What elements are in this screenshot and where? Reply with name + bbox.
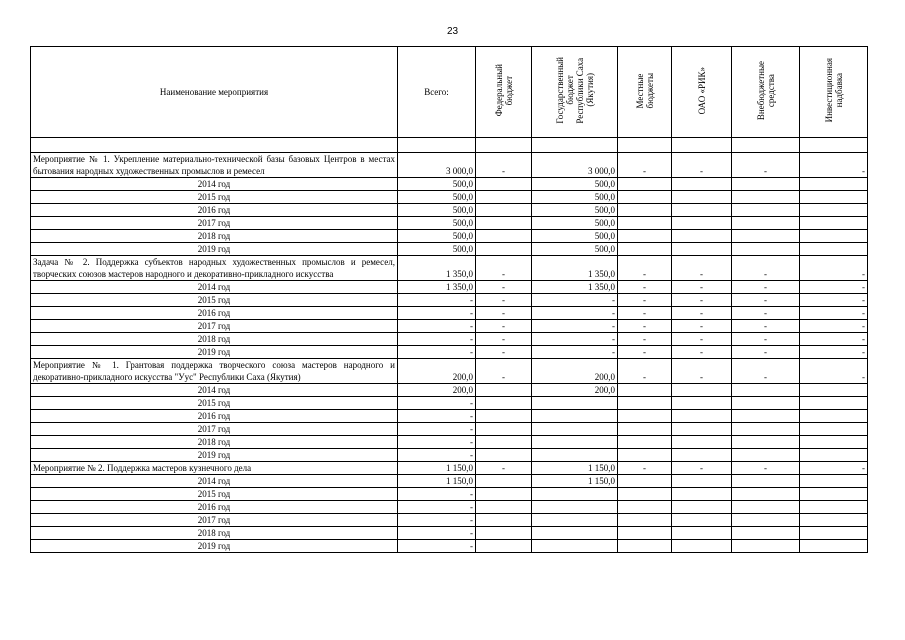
year-local-value: [618, 540, 672, 553]
year-federal-value: [476, 230, 532, 243]
year-row: [31, 230, 868, 243]
year-federal-value: [476, 540, 532, 553]
empty-cell: [732, 138, 800, 153]
section-row: [31, 153, 868, 178]
year-local-value: -: [618, 294, 672, 307]
year-label: 2017 год: [31, 320, 398, 333]
empty-cell: [532, 138, 618, 153]
section-local-value: -: [618, 359, 672, 384]
year-state-value: 500,0: [532, 217, 618, 230]
year-total-value: -: [398, 410, 476, 423]
year-total-value: 200,0: [398, 384, 476, 397]
year-federal-value: [476, 178, 532, 191]
section-title: Мероприятие № 1. Укрепление материально-технической базы базовых Центров в местах бытования народных художественных промыслов и ремесел: [31, 153, 398, 178]
year-federal-value: -: [476, 346, 532, 359]
year-extra-value: [732, 191, 800, 204]
year-row: [31, 488, 868, 501]
year-total-value: 500,0: [398, 230, 476, 243]
year-row: [31, 436, 868, 449]
section-row: [31, 359, 868, 384]
year-row: [31, 346, 868, 359]
section-row: [31, 462, 868, 475]
year-state-value: 200,0: [532, 384, 618, 397]
year-label: 2015 год: [31, 191, 398, 204]
year-total-value: -: [398, 307, 476, 320]
year-local-value: -: [618, 346, 672, 359]
empty-cell: [31, 138, 398, 153]
year-total-value: 500,0: [398, 243, 476, 256]
year-invest-value: [800, 488, 868, 501]
empty-cell: [476, 138, 532, 153]
header-investment-surcharge: [800, 47, 868, 138]
year-federal-value: -: [476, 307, 532, 320]
year-extra-value: [732, 436, 800, 449]
year-row: [31, 514, 868, 527]
year-row: [31, 204, 868, 217]
year-label: 2014 год: [31, 384, 398, 397]
year-rik-value: [672, 436, 732, 449]
page-number: 23: [446, 26, 459, 37]
year-label: 2014 год: [31, 178, 398, 191]
year-state-value: [532, 540, 618, 553]
year-rik-value: -: [672, 333, 732, 346]
year-rik-value: [672, 423, 732, 436]
year-total-value: 500,0: [398, 204, 476, 217]
year-extra-value: [732, 217, 800, 230]
year-federal-value: [476, 423, 532, 436]
section-invest-value: -: [800, 359, 868, 384]
year-local-value: [618, 191, 672, 204]
year-local-value: -: [618, 281, 672, 294]
year-local-value: [618, 423, 672, 436]
year-label: 2015 год: [31, 488, 398, 501]
year-total-value: -: [398, 527, 476, 540]
year-rik-value: [672, 488, 732, 501]
header-line: Местные: [634, 73, 645, 108]
year-rik-value: [672, 384, 732, 397]
section-local-value: -: [618, 153, 672, 178]
header-rik: [672, 47, 732, 138]
year-total-value: -: [398, 423, 476, 436]
year-local-value: [618, 501, 672, 514]
year-row: [31, 384, 868, 397]
year-state-value: [532, 527, 618, 540]
section-federal-value: -: [476, 462, 532, 475]
year-total-value: -: [398, 514, 476, 527]
section-title: Мероприятие № 2. Поддержка мастеров кузнечного дела: [31, 462, 398, 475]
year-label: 2015 год: [31, 294, 398, 307]
year-extra-value: [732, 514, 800, 527]
year-label: 2016 год: [31, 410, 398, 423]
spacer-row: [31, 138, 868, 153]
year-federal-value: [476, 514, 532, 527]
year-total-value: -: [398, 449, 476, 462]
year-total-value: -: [398, 436, 476, 449]
year-local-value: [618, 217, 672, 230]
header-line: средства: [765, 74, 776, 108]
year-local-value: [618, 488, 672, 501]
header-line: Федеральный: [493, 64, 504, 117]
year-state-value: 500,0: [532, 230, 618, 243]
section-total-value: 3 000,0: [398, 153, 476, 178]
year-state-value: [532, 423, 618, 436]
section-local-value: -: [618, 256, 672, 281]
year-local-value: [618, 410, 672, 423]
year-state-value: -: [532, 294, 618, 307]
year-total-value: 1 350,0: [398, 281, 476, 294]
year-local-value: [618, 475, 672, 488]
year-extra-value: -: [732, 307, 800, 320]
year-total-value: -: [398, 294, 476, 307]
year-federal-value: -: [476, 294, 532, 307]
year-federal-value: [476, 410, 532, 423]
year-local-value: [618, 397, 672, 410]
budget-table: [30, 46, 868, 553]
year-rik-value: [672, 449, 732, 462]
year-total-value: -: [398, 346, 476, 359]
year-local-value: [618, 514, 672, 527]
year-extra-value: [732, 488, 800, 501]
section-extra-value: -: [732, 256, 800, 281]
year-row: [31, 540, 868, 553]
year-state-value: [532, 488, 618, 501]
section-local-value: -: [618, 462, 672, 475]
year-federal-value: [476, 191, 532, 204]
year-rik-value: [672, 475, 732, 488]
year-local-value: [618, 384, 672, 397]
year-invest-value: [800, 540, 868, 553]
year-local-value: [618, 230, 672, 243]
header-extrabudgetary: [732, 47, 800, 138]
year-total-value: -: [398, 397, 476, 410]
year-total-value: -: [398, 501, 476, 514]
year-state-value: [532, 397, 618, 410]
year-federal-value: [476, 449, 532, 462]
year-extra-value: [732, 397, 800, 410]
year-total-value: -: [398, 320, 476, 333]
year-state-value: 500,0: [532, 178, 618, 191]
year-rik-value: [672, 204, 732, 217]
year-invest-value: [800, 204, 868, 217]
header-line: Внебюджетные: [755, 60, 766, 121]
section-federal-value: -: [476, 153, 532, 178]
year-row: [31, 501, 868, 514]
year-extra-value: [732, 475, 800, 488]
year-federal-value: [476, 436, 532, 449]
year-extra-value: [732, 501, 800, 514]
year-local-value: [618, 178, 672, 191]
year-extra-value: -: [732, 281, 800, 294]
year-local-value: [618, 449, 672, 462]
year-local-value: [618, 243, 672, 256]
year-row: [31, 333, 868, 346]
year-label: 2016 год: [31, 501, 398, 514]
empty-cell: [800, 138, 868, 153]
year-invest-value: [800, 527, 868, 540]
year-label: 2019 год: [31, 540, 398, 553]
year-row: [31, 243, 868, 256]
year-state-value: -: [532, 307, 618, 320]
section-state-value: 1 150,0: [532, 462, 618, 475]
year-extra-value: [732, 384, 800, 397]
section-invest-value: -: [800, 153, 868, 178]
year-row: [31, 294, 868, 307]
year-label: 2018 год: [31, 333, 398, 346]
header-line: Государственный: [554, 57, 565, 124]
header-federal-budget: [476, 47, 532, 138]
year-rik-value: -: [672, 307, 732, 320]
year-total-value: 1 150,0: [398, 475, 476, 488]
year-invest-value: -: [800, 281, 868, 294]
year-local-value: [618, 436, 672, 449]
year-federal-value: [476, 488, 532, 501]
year-invest-value: [800, 501, 868, 514]
header-line: бюджет: [564, 75, 575, 106]
year-extra-value: -: [732, 346, 800, 359]
year-total-value: 500,0: [398, 191, 476, 204]
year-extra-value: [732, 449, 800, 462]
year-invest-value: [800, 178, 868, 191]
year-invest-value: [800, 191, 868, 204]
year-row: [31, 449, 868, 462]
year-row: [31, 307, 868, 320]
year-state-value: 1 350,0: [532, 281, 618, 294]
year-label: 2017 год: [31, 423, 398, 436]
section-total-value: 1 150,0: [398, 462, 476, 475]
section-extra-value: -: [732, 359, 800, 384]
year-rik-value: -: [672, 281, 732, 294]
header-total: Всего:: [398, 47, 476, 138]
year-rik-value: [672, 243, 732, 256]
year-state-value: 1 150,0: [532, 475, 618, 488]
year-extra-value: [732, 243, 800, 256]
header-line: Инвестиционная: [823, 58, 834, 123]
year-state-value: -: [532, 320, 618, 333]
year-extra-value: -: [732, 294, 800, 307]
year-row: [31, 217, 868, 230]
section-total-value: 1 350,0: [398, 256, 476, 281]
header-local-budgets: [618, 47, 672, 138]
year-total-value: -: [398, 333, 476, 346]
year-extra-value: [732, 527, 800, 540]
year-rik-value: [672, 191, 732, 204]
year-label: 2018 год: [31, 527, 398, 540]
year-invest-value: [800, 514, 868, 527]
year-federal-value: [476, 384, 532, 397]
header-line: бюджеты: [644, 72, 655, 109]
section-rik-value: -: [672, 359, 732, 384]
year-invest-value: -: [800, 307, 868, 320]
year-federal-value: [476, 397, 532, 410]
year-extra-value: -: [732, 320, 800, 333]
year-federal-value: [476, 204, 532, 217]
section-state-value: 1 350,0: [532, 256, 618, 281]
year-state-value: 500,0: [532, 204, 618, 217]
year-invest-value: -: [800, 320, 868, 333]
year-label: 2018 год: [31, 436, 398, 449]
year-invest-value: -: [800, 333, 868, 346]
year-row: [31, 423, 868, 436]
year-row: [31, 410, 868, 423]
year-label: 2014 год: [31, 475, 398, 488]
year-rik-value: [672, 514, 732, 527]
year-total-value: 500,0: [398, 217, 476, 230]
year-rik-value: [672, 397, 732, 410]
year-federal-value: [476, 243, 532, 256]
year-invest-value: -: [800, 294, 868, 307]
year-invest-value: [800, 217, 868, 230]
year-extra-value: -: [732, 333, 800, 346]
year-rik-value: -: [672, 294, 732, 307]
year-label: 2019 год: [31, 449, 398, 462]
year-extra-value: [732, 204, 800, 217]
section-row: [31, 256, 868, 281]
year-rik-value: [672, 540, 732, 553]
section-rik-value: -: [672, 256, 732, 281]
section-extra-value: -: [732, 462, 800, 475]
year-extra-value: [732, 178, 800, 191]
year-invest-value: [800, 449, 868, 462]
year-invest-value: [800, 475, 868, 488]
year-federal-value: [476, 501, 532, 514]
year-label: 2017 год: [31, 514, 398, 527]
header-state-budget: [532, 47, 618, 138]
year-invest-value: [800, 397, 868, 410]
year-state-value: 500,0: [532, 243, 618, 256]
section-rik-value: -: [672, 462, 732, 475]
year-rik-value: [672, 230, 732, 243]
year-invest-value: [800, 384, 868, 397]
year-label: 2016 год: [31, 204, 398, 217]
section-rik-value: -: [672, 153, 732, 178]
year-row: [31, 191, 868, 204]
year-rik-value: -: [672, 320, 732, 333]
year-extra-value: [732, 410, 800, 423]
year-invest-value: [800, 436, 868, 449]
section-invest-value: -: [800, 462, 868, 475]
year-row: [31, 527, 868, 540]
year-local-value: [618, 527, 672, 540]
section-invest-value: -: [800, 256, 868, 281]
year-label: 2018 год: [31, 230, 398, 243]
year-federal-value: [476, 475, 532, 488]
year-total-value: -: [398, 540, 476, 553]
year-invest-value: [800, 423, 868, 436]
empty-cell: [398, 138, 476, 153]
year-total-value: -: [398, 488, 476, 501]
section-federal-value: -: [476, 359, 532, 384]
year-state-value: 500,0: [532, 191, 618, 204]
year-state-value: [532, 436, 618, 449]
year-extra-value: [732, 540, 800, 553]
year-rik-value: [672, 178, 732, 191]
year-local-value: [618, 204, 672, 217]
year-invest-value: [800, 410, 868, 423]
header-line: Республики Саха: [574, 57, 585, 124]
year-state-value: [532, 501, 618, 514]
year-row: [31, 475, 868, 488]
section-federal-value: -: [476, 256, 532, 281]
section-state-value: 200,0: [532, 359, 618, 384]
year-rik-value: [672, 501, 732, 514]
section-title: Мероприятие № 1. Грантовая поддержка творческого союза мастеров народного и декоративно-прикладного искусства "Уус" Республики Саха (Якутия): [31, 359, 398, 384]
year-label: 2015 год: [31, 397, 398, 410]
year-invest-value: -: [800, 346, 868, 359]
year-extra-value: [732, 423, 800, 436]
year-rik-value: -: [672, 346, 732, 359]
year-rik-value: [672, 410, 732, 423]
year-federal-value: [476, 527, 532, 540]
section-state-value: 3 000,0: [532, 153, 618, 178]
empty-cell: [672, 138, 732, 153]
year-federal-value: -: [476, 333, 532, 346]
year-row: [31, 397, 868, 410]
year-state-value: [532, 449, 618, 462]
year-rik-value: [672, 527, 732, 540]
section-extra-value: -: [732, 153, 800, 178]
year-state-value: [532, 410, 618, 423]
year-federal-value: -: [476, 320, 532, 333]
year-state-value: -: [532, 346, 618, 359]
year-invest-value: [800, 243, 868, 256]
header-line: надбавка: [833, 73, 844, 108]
header-line: (Якутия): [584, 73, 595, 108]
year-state-value: [532, 514, 618, 527]
year-local-value: -: [618, 307, 672, 320]
year-label: 2017 год: [31, 217, 398, 230]
empty-cell: [618, 138, 672, 153]
year-state-value: -: [532, 333, 618, 346]
year-federal-value: -: [476, 281, 532, 294]
year-row: [31, 281, 868, 294]
year-extra-value: [732, 230, 800, 243]
year-row: [31, 320, 868, 333]
section-title: Задача № 2. Поддержка субъектов народных художественных промыслов и ремесел, творческих союзов мастеров народного и декоративно-прикладного искусства: [31, 256, 398, 281]
year-local-value: -: [618, 320, 672, 333]
header-row: [31, 47, 868, 138]
year-label: 2016 год: [31, 307, 398, 320]
header-name: Наименование мероприятия: [31, 47, 398, 138]
year-label: 2019 год: [31, 346, 398, 359]
year-total-value: 500,0: [398, 178, 476, 191]
year-local-value: -: [618, 333, 672, 346]
year-federal-value: [476, 217, 532, 230]
header-line: бюджет: [503, 75, 514, 106]
year-invest-value: [800, 230, 868, 243]
year-rik-value: [672, 217, 732, 230]
year-label: 2014 год: [31, 281, 398, 294]
header-line: ОАО «РИК»: [696, 66, 707, 115]
year-row: [31, 178, 868, 191]
year-label: 2019 год: [31, 243, 398, 256]
section-total-value: 200,0: [398, 359, 476, 384]
